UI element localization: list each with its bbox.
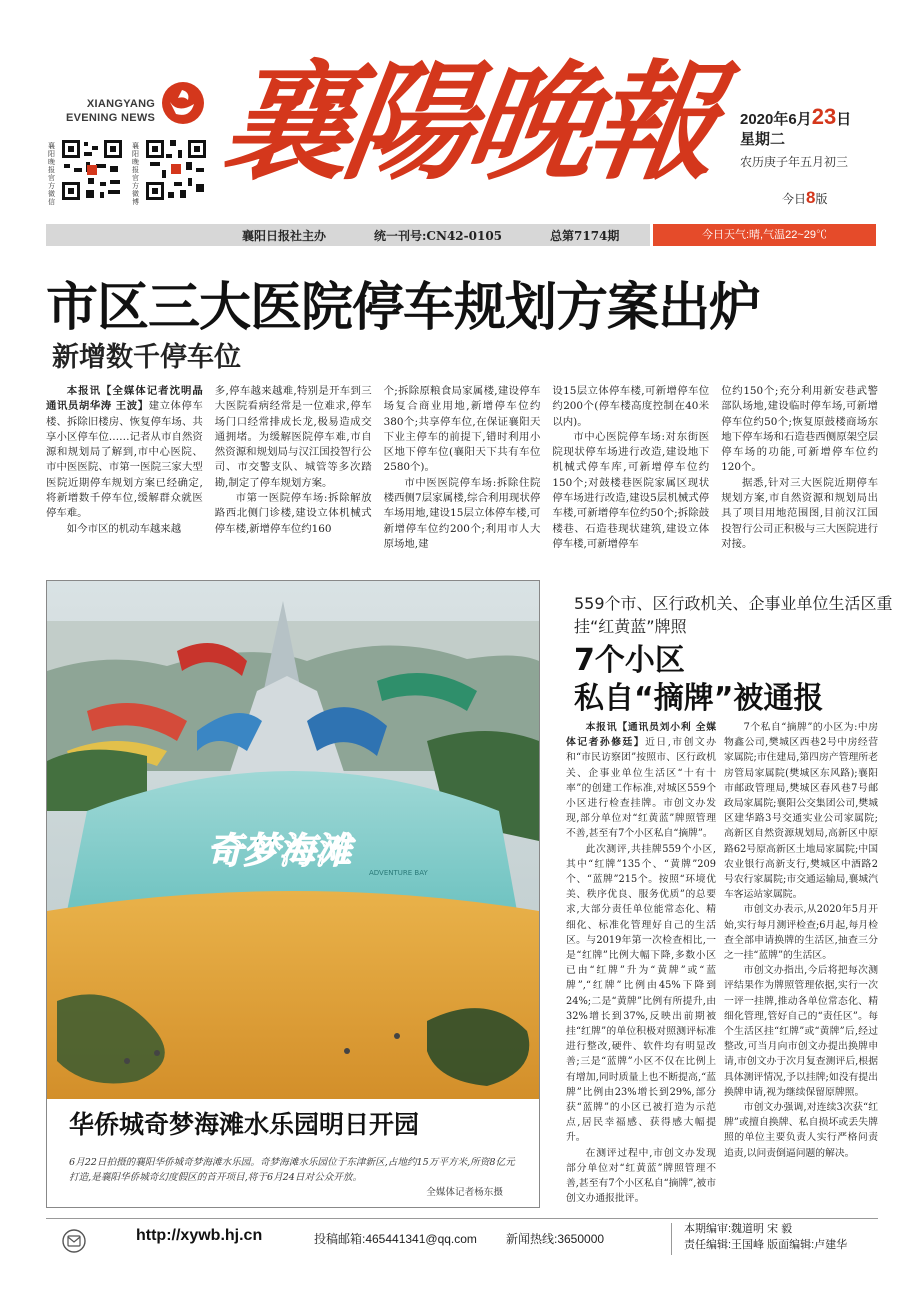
lead-article-body	[46, 384, 878, 569]
photo-caption: 6月22日拍摄的襄阳华侨城奇梦海滩水乐园。奇梦海滩水乐园位于东津新区,占地约15万平方米,所资8亿元打造,是襄阳华侨城奇幻度假区的首开项目,将于6月24日对公众开放。	[69, 1157, 515, 1183]
submission-email[interactable]: 投稿邮箱:465441341@qq.com	[314, 1232, 477, 1246]
second-story-intro: 559个市、区行政机关、企事业单位生活区重挂“红黄蓝”牌照	[574, 594, 893, 636]
second-story-headline[interactable]: 7个小区 私自“摘牌”被通报	[574, 643, 824, 716]
weibo-qr[interactable]	[132, 138, 210, 212]
photo-story-title[interactable]: 华侨城奇梦海滩水乐园明日开园	[69, 1110, 420, 1139]
page-count: 今日8版	[782, 188, 828, 207]
mail-icon	[60, 1229, 88, 1253]
issue-day: 23	[811, 104, 837, 129]
newspaper-logo-icon	[160, 80, 206, 126]
publication-info-bar	[46, 224, 650, 246]
issn: 统一刊号:CN42-0105	[374, 228, 503, 243]
issue-date: 2020年6月23日	[740, 104, 852, 129]
editor-credits: 本期编审:魏道明 宋 毅 责任编辑:王国峰 版面编辑:卢建华	[684, 1223, 848, 1251]
lunar-date: 农历庚子年五月初三	[740, 155, 849, 169]
photo-story	[46, 580, 540, 1208]
photo-credit: 全媒体记者杨东摄	[426, 1187, 503, 1198]
qr-code-icon	[144, 138, 208, 202]
park-logo-en: ADVENTURE BAY	[369, 869, 428, 877]
footer-divider	[671, 1223, 672, 1255]
lead-headline[interactable]: 市区三大医院停车规划方案出炉	[46, 278, 761, 338]
lead-column: 设15层立体停车楼,可新增停车位约200个(停车楼高度控制在40米以内)。 市中心医院停车场:对东街医院现状停车场进行改造,建设地下机械式停车库,可新增停车位约150个;对鼓楼巷医院家属区现状停车场进行改造,建设5层机械式停车楼,可新增停车位约50个;拆除鼓楼巷、石造巷现状建筑,建设立体停车楼,可新增停车	[552, 385, 710, 550]
park-logo-text: 奇梦海滩	[207, 830, 352, 872]
qr-code-icon	[60, 138, 124, 202]
website-link[interactable]: http://xywb.hj.cn	[136, 1227, 263, 1244]
newspaper-title: 襄陽晚報	[213, 48, 723, 198]
lead-column: 位约150个;充分利用新安巷武警部队场地,建设临时停车场,可新增停车位约50个;恢复原鼓楼商场东地下停车场和石造巷西侧原架空层停车场的功能,可新增停车位约120个。 据悉,针对三大医院近期停车规划方案,市自然资源和规划局出具了项目用地范围图,目前汉江国投智行公司正积极与三大医院进行对接。	[721, 385, 878, 550]
lead-byline: 本报讯【全媒体记者沈明晶 通讯员胡华涛 王波】	[46, 385, 203, 413]
english-name: XIANGYANG EVENING NEWS	[66, 98, 156, 124]
water-park-image	[47, 581, 539, 1099]
qr-caption-wechat: 襄阳晚报官方微信	[48, 142, 55, 206]
lead-column: 个;拆除原粮食局家属楼,建设停车场复合商业用地,新增停车位约380个;共享停车位,在保证襄阳天下业主停车的前提下,错时利用小区地下停车位(襄阳天下共有车位2580个)。 市中医医院停车场:拆除住院楼西侧7层家属楼,综合利用现状停车场用地,建设15层立体停车楼,可新增停车位约200个;利用市人大原场地,建	[383, 385, 541, 550]
second-story-column-right: 7个私自“摘牌”的小区为:中房物鑫公司,樊城区西巷2号中房经营家属院;市住建局,第四房产管理所老房管局家属院(樊城区东风路);襄阳市邮政管理局,樊城区春风巷7号邮政局家属院;襄阳公交集团公司,樊城区建华路3号交通实业公司家属院;高新区自然资源规划局,高新区中原路62号原高新区土地局家属院;中国农业银行高新支行,樊城区中酒路2号农行家属院;市交通运输局,襄城汽车客运站家属院。 市创文办表示,从2020年5月开始,实行每月测评检查;6月起,每月检查全部申请换牌的生活区,抽查三分之一挂“蓝牌”的生活区。 市创文办指出,今后将把每次测评结果作为牌照管理依据,实行一次一评一挂牌,推动各单位常态化、精细化管理,管好自己的“责任区”。每个生活区挂“红牌”或“黄牌”后,经过整改,可当月向市创文办提出换牌申请,市创文办于次月复查测评后,根据具体测评情况,予以挂牌;如没有提出换牌申请,视为继续保留原牌照。 市创文办强调,对连续3次获“红牌”或擅自换牌、私自损坏或丢失牌照的单位主要负责人实行严格问责追责,以问责倒逼问题的解决。	[724, 722, 878, 1159]
water-park-photo[interactable]	[47, 581, 539, 1099]
lead-column: 多,停车越来越难,特别是开车到三大医院看病经常是一位难求,停车场门口经常排成长龙,极易造成交通拥堵。为缓解医院停车难,市自然资源和规划局与汉江国投智行公司、市交警支队、城管等多次踏勘,制定了停车规划方案。 市第一医院停车场:拆除解放路西北侧门诊楼,建设立体机械式停车楼,新增停车位约160	[214, 385, 372, 535]
second-story-byline: 本报讯【通讯员刘小利 全媒体记者孙修廷】	[566, 722, 716, 749]
masthead	[0, 0, 922, 220]
qr-caption-weibo: 襄阳晚报官方微博	[132, 142, 139, 206]
issue-number: 总第7174期	[550, 228, 620, 243]
lead-column: 本报讯【全媒体记者沈明晶 通讯员胡华涛 王波】建立体停车楼、拆除旧楼房、恢复停车场、共享小区停车位……记者从市自然资源和规划局了解到,市中心医院、市中医医院、市第一医院三家大型医院近期停车规划方案已经确定,将新增数千停车位,缓解群众就医停车难。 如今市区的机动车越来越	[46, 385, 203, 535]
publisher: 襄阳日报社主办	[242, 228, 327, 243]
date-block	[740, 104, 910, 170]
page-footer	[46, 1218, 878, 1258]
weekday: 星期二	[740, 131, 786, 148]
news-hotline: 新闻热线:3650000	[506, 1232, 605, 1246]
weather-bar: 今日天气:晴,气温22~29℃	[653, 224, 876, 246]
lead-subhead: 新增数千停车位	[52, 342, 241, 373]
second-story-column-left: 本报讯【通讯员刘小利 全媒体记者孙修廷】近日,市创文办和“市民访察团”按照市、区行政机关、企事业单位生活区“十有十率”的创建工作标准,对城区559个小区进行检查挂牌。市创文办发现,部分单位对“红黄蓝”牌照管理不善,甚至有7个小区私自“摘牌”。 此次测评,共挂牌559个小区,其中“红牌”135个、“黄牌”209个、“蓝牌”215个。按照“环境优美、秩序优良、服务优质”的总要求,大部分责任单位能常态化、精细化、标准化管理好自己的生活区。与2019年第一次检查相比,一是“红牌”比例大幅下降,多数小区已由“红牌”升为“黄牌”或“蓝牌”,“红牌”比例由45%下降到24%;二是“黄牌”比例有所提升,由32%增长到37%,反映出前期被挂“红牌”的单位积极对照测评标准进行整改,硬件、软件均有明显改善;三是“蓝牌”小区不仅在比例上有增加,同时质量上也不断提高,“蓝牌”比例由23%增长到29%,部分获“蓝牌”的小区已被打造为示范点,居民幸福感、获得感大幅提升。 在测评过程中,市创文办发现部分单位对“红黄蓝”牌照管理不善,甚至有7个小区私自“摘牌”,被市创文办通报批评。	[566, 722, 716, 1205]
wechat-qr[interactable]	[48, 138, 126, 212]
